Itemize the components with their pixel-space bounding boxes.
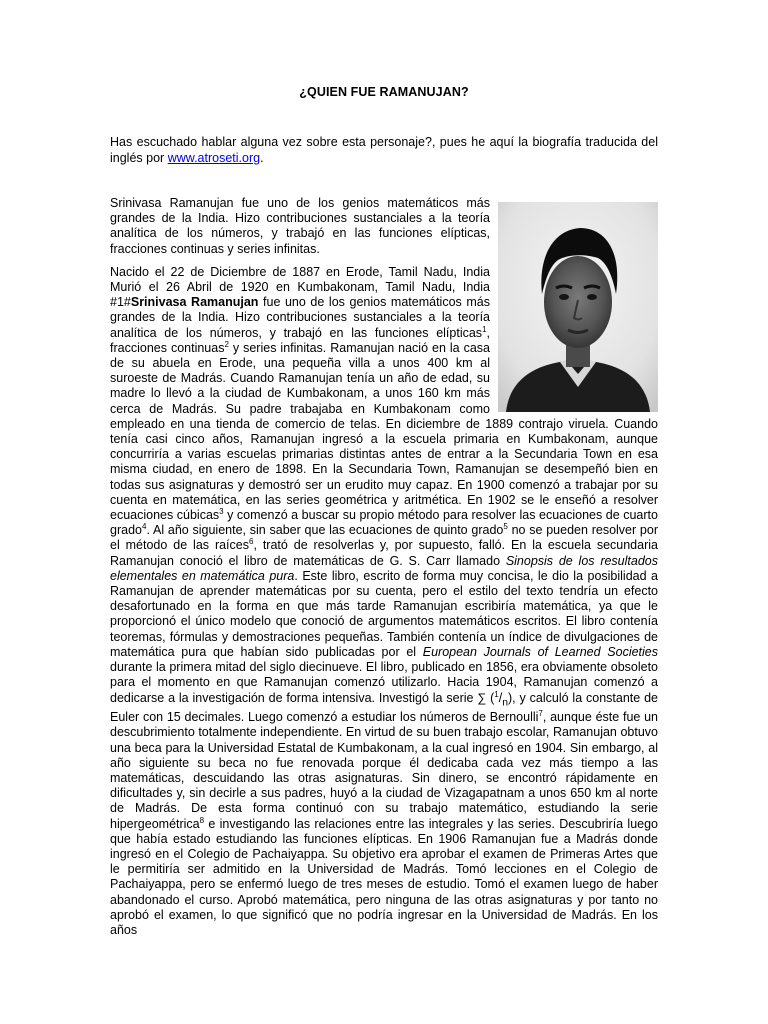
text-segment: y comenzó a buscar su propio método para resolver las ecuaciones de cuarto grado xyxy=(110,508,658,538)
text-segment: Nacido el 22 de Diciembre de 1887 en Erode, Tamil Nadu, India Murió el 26 Abril de 1920 en Kumbakonam, Tamil Nadu, India #1# xyxy=(110,264,490,310)
intro-end: . xyxy=(260,151,264,165)
portrait-photo xyxy=(498,202,658,412)
fraction-slash: / xyxy=(498,690,503,705)
text-segment: fue uno de los genios matemáticos más grandes de la India. Hizo contribuciones sustanciales a la teoría analítica de los números, y trabajó en las funciones elípticas xyxy=(110,295,490,340)
paragraph-1: Srinivasa Ramanujan fue uno de los genios matemáticos más grandes de la India. Hizo contribuciones sustanciales a la teoría analítica de los números, y trabajó en las funciones elípticas, fracciones continuas y series infinitas. xyxy=(110,196,490,256)
text-segment: y series infinitas. Ramanujan nació en la casa de su abuela en Erode, una pequeña villa a unos 400 km al suroeste de Madrás. Cuando Ramanujan tenía un año de edad, su madre lo llevó a la ciudad de Kumbakonam, a unos 160 km más cerca de Madrás. Su padre trabajaba en Kumbakonam como empleado en una tienda de comercio de telas. En diciembre de 1889 contrajo viruela. Cuando tenía casi cinco años, Ramanujan ingresó a la escuela primaria en Kumbakonam, aunque concurriría a varias escuelas primarias distintas antes de entrar a la Secundaria Town en esa misma ciudad, en enero de 1898. En la Secundaria Town, Ramanujan se desempeñó bien en todas sus asignaturas y demostró ser un erudito muy capaz. En 1900 comenzó a trabajar por su cuenta en matemática, en las series geométrica y aritmética. En 1902 se le enseñó a resolver ecuaciones cúbicas xyxy=(110,340,658,523)
journal-title-italic: European Journals of Learned Societies xyxy=(422,644,658,659)
footnote-marker: 1 xyxy=(482,324,487,334)
name-bold: Srinivasa Ramanujan xyxy=(130,295,259,310)
footnote-marker: 3 xyxy=(219,506,224,516)
footnote-marker: 8 xyxy=(199,815,205,825)
footnote-marker: 7 xyxy=(538,709,543,719)
page-title: ¿QUIEN FUE RAMANUJAN? xyxy=(299,85,469,99)
text-segment: ), y calculó la constante de Euler con 15 decimales. Luego comenzó a estudiar los números de Bernoulli xyxy=(110,690,658,725)
footnote-marker: 5 xyxy=(503,522,508,532)
text-segment: e investigando las relaciones entre las integrales y las series. Descubriría luego que había estado estudiando las funciones elípticas. En 1906 Ramanujan fue a Madrás donde ingresó en el Colegio de Pachaiyappa. Su objetivo era aprobar el examen de Primeras Artes que le permitiría ser admitido en la Universidad de Madrás. Tomó lecciones en el Colegio de Pachaiyappa, pero se enfermó luego de tres meses de estudio. Tomó el examen luego de haber abandonado el curso. Aprobó matemática, pero ninguna de las otras asignaturas y por tanto no aprobó el examen, lo que significó que no podría ingresar en la Universidad de Madrás. En los años xyxy=(110,816,658,938)
footnote-marker: 6 xyxy=(248,537,254,547)
portrait-photo-icon xyxy=(498,202,658,412)
text-segment: no se pueden resolver por el método de las raíces xyxy=(110,523,658,553)
footnote-marker: 2 xyxy=(224,339,229,349)
text-segment: , aunque éste fue un descubrimiento totalmente independiente. En virtud de su buen trabajo escolar, Ramanujan obtuvo una beca para la Universidad Estatal de Kumbakonam, a la cual ingresó en 1904. Sin embargo, al año siguiente su beca no fue renovada porque él dedicaba cada vez más tiempo a las matemáticas, descuidando las otras asignaturas. Sin dinero, se encontró rápidamente en dificultades y, sin decirle a sus padres, huyó a la ciudad de Vizagapatnam a unos 650 km al norte de Madrás. De esta forma continuó con su trabajo matemático, estudiando la serie hipergeométrica xyxy=(110,710,659,831)
atroseti-link[interactable]: www.atroseti.org xyxy=(167,151,261,165)
book-title-italic: Sinopsis de los resultados elementales en matemática pura xyxy=(110,553,658,583)
text-segment: . Al año siguiente, sin saber que las ecuaciones de quinto grado xyxy=(146,523,504,538)
footnote-marker: 4 xyxy=(141,522,147,532)
text-segment: , trató de resolverlas y, por supuesto, falló. En la escuela secundaria Ramanujan conoció el libro de matemáticas de G. S. Carr llamado xyxy=(110,538,658,568)
fraction-denominator: n xyxy=(502,697,509,708)
text-segment: durante la primera mitad del siglo diecinueve. El libro, publicado en 1856, era obviamente obsoleto para el momento en que Ramanujan comenzó utilizarlo. Hacia 1904, Ramanujan comenzó a dedicarse a la investigación de forma intensiva. Investigó la serie ∑ ( xyxy=(110,660,658,705)
intro-text: Has escuchado hablar alguna vez sobre esta personaje?, pues he aquí la biografía traducida del inglés por xyxy=(110,135,658,165)
fraction-numerator: 1 xyxy=(494,689,499,699)
text-segment: . Este libro, escrito de forma muy concisa, le dio la posibilidad a Ramanujan de aprender matemáticas por su cuenta, pero el estilo del texto tendría un efecto desafortunado en la forma en que más tarde Ramanujan escribiría matemática, ya que le proporcionó el único modelo que conoció de argumentos matemáticos escritos. El libro contenía teoremas, fórmulas y demostraciones pequeñas. También contenía un índice de divulgaciones de matemática pura que habían sido publicadas por el xyxy=(110,568,658,659)
biography-body xyxy=(110,196,658,946)
intro-paragraph xyxy=(110,134,658,166)
text-segment: , fracciones continuas xyxy=(110,325,490,355)
